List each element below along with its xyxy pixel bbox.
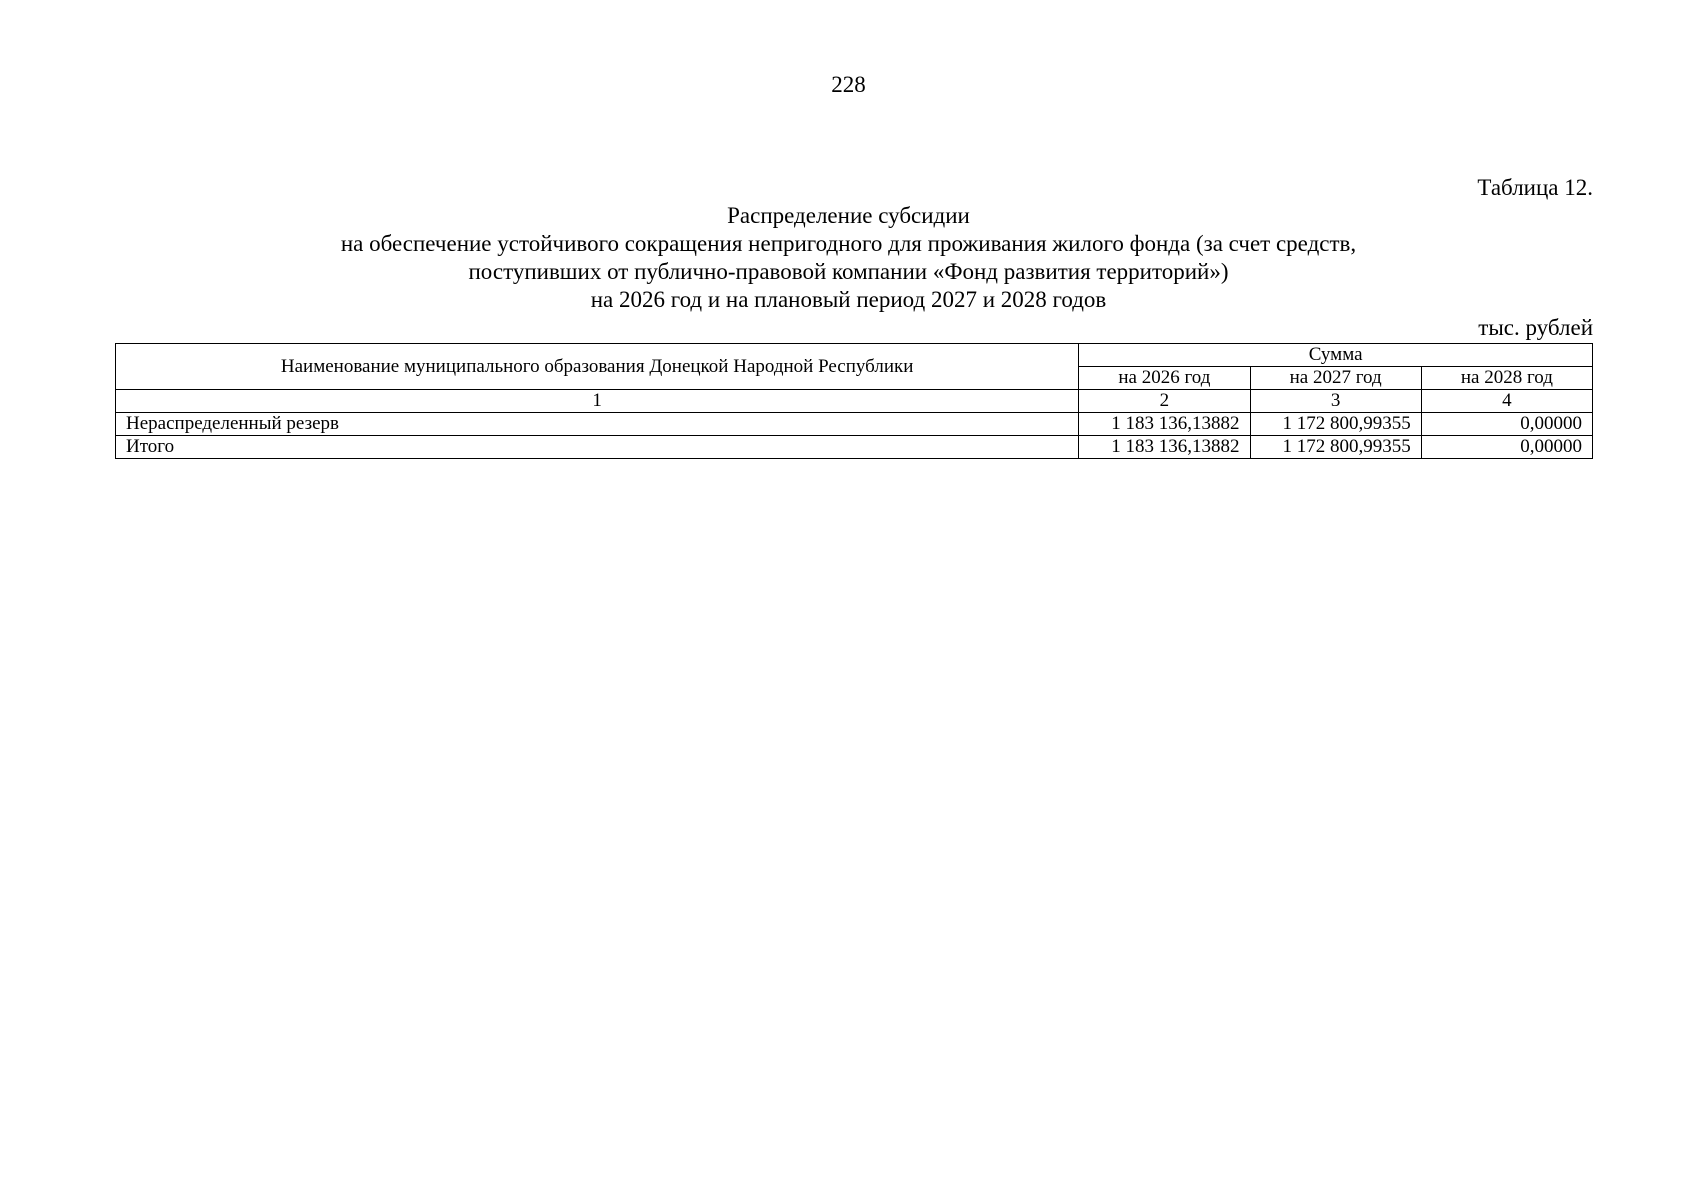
header-year-2027: на 2027 год (1250, 367, 1421, 390)
document-title (0, 202, 1697, 314)
column-number: 2 (1079, 390, 1250, 413)
value-2028: 0,00000 (1421, 413, 1592, 436)
column-number-row (116, 390, 1593, 413)
title-line: поступивших от публично-правовой компании «Фонд развития территорий») (468, 259, 1229, 284)
header-year-2026: на 2026 год (1079, 367, 1250, 390)
value-2026: 1 183 136,13882 (1079, 413, 1250, 436)
table-row-total (116, 436, 1593, 459)
header-year-2028: на 2028 год (1421, 367, 1592, 390)
column-number: 1 (116, 390, 1079, 413)
header-municipality-name: Наименование муниципального образования Донецкой Народной Республики (116, 344, 1079, 390)
row-name: Нераспределенный резерв (116, 413, 1079, 436)
value-2028: 0,00000 (1421, 436, 1592, 459)
title-line: на 2026 год и на плановый период 2027 и 2028 годов (590, 287, 1107, 312)
table-row (116, 413, 1593, 436)
value-2027: 1 172 800,99355 (1250, 413, 1421, 436)
header-sum: Сумма (1079, 344, 1593, 367)
row-name: Итого (116, 436, 1079, 459)
column-number: 4 (1421, 390, 1592, 413)
page-number: 228 (831, 72, 866, 97)
value-2027: 1 172 800,99355 (1250, 436, 1421, 459)
title-line: на обеспечение устойчивого сокращения непригодного для проживания жилого фонда (за счет средств, (340, 231, 1357, 256)
subsidy-table (115, 343, 1593, 459)
title-line: Распределение субсидии (727, 203, 970, 228)
units-label: тыс. рублей (1478, 315, 1593, 340)
value-2026: 1 183 136,13882 (1079, 436, 1250, 459)
table-label: Таблица 12. (1477, 175, 1593, 200)
column-number: 3 (1250, 390, 1421, 413)
